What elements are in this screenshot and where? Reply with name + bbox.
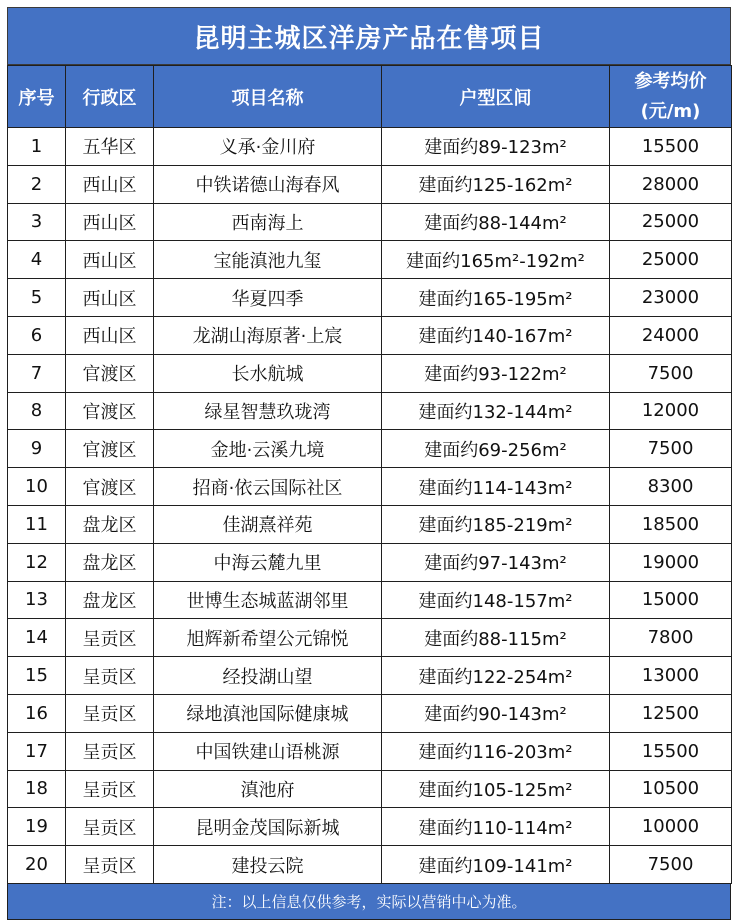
cell-project: 招商·依云国际社区	[154, 468, 382, 506]
table-row	[8, 505, 732, 543]
table-header-row	[8, 66, 732, 128]
price-table-sheet	[7, 7, 731, 919]
table-row	[8, 354, 732, 392]
cell-project: 西南海上	[154, 203, 382, 241]
table-row	[8, 808, 732, 846]
cell-unit-range: 建面约165m²-192m²	[382, 241, 610, 279]
cell-unit-range: 建面约110-114m²	[382, 808, 610, 846]
cell-district: 呈贡区	[66, 846, 154, 884]
table-row	[8, 392, 732, 430]
cell-project: 经投湖山望	[154, 657, 382, 695]
cell-project: 滇池府	[154, 770, 382, 808]
cell-no: 14	[8, 619, 66, 657]
cell-price: 7500	[610, 846, 732, 884]
table-row	[8, 165, 732, 203]
header-district: 行政区	[66, 66, 154, 128]
header-price	[610, 66, 732, 128]
table-row	[8, 619, 732, 657]
cell-district: 西山区	[66, 279, 154, 317]
cell-district: 呈贡区	[66, 619, 154, 657]
cell-unit-range: 建面约148-157m²	[382, 581, 610, 619]
cell-district: 官渡区	[66, 354, 154, 392]
cell-district: 呈贡区	[66, 657, 154, 695]
table-title: 昆明主城区洋房产品在售项目	[7, 7, 731, 65]
cell-project: 义承·金川府	[154, 128, 382, 166]
cell-district: 盘龙区	[66, 581, 154, 619]
footer-note: 注：以上信息仅供参考，实际以营销中心为准。	[7, 884, 731, 920]
cell-unit-range: 建面约114-143m²	[382, 468, 610, 506]
table-row	[8, 241, 732, 279]
cell-no: 1	[8, 128, 66, 166]
cell-price: 7800	[610, 619, 732, 657]
cell-unit-range: 建面约105-125m²	[382, 770, 610, 808]
cell-price: 15000	[610, 581, 732, 619]
cell-no: 19	[8, 808, 66, 846]
cell-no: 17	[8, 732, 66, 770]
table-row	[8, 657, 732, 695]
table-row	[8, 468, 732, 506]
project-table	[7, 65, 732, 884]
cell-price: 24000	[610, 316, 732, 354]
cell-price: 8300	[610, 468, 732, 506]
cell-no: 20	[8, 846, 66, 884]
cell-unit-range: 建面约140-167m²	[382, 316, 610, 354]
cell-no: 9	[8, 430, 66, 468]
table-body	[8, 128, 732, 884]
cell-price: 23000	[610, 279, 732, 317]
cell-no: 13	[8, 581, 66, 619]
table-row	[8, 316, 732, 354]
cell-no: 12	[8, 543, 66, 581]
cell-unit-range: 建面约109-141m²	[382, 846, 610, 884]
cell-price: 13000	[610, 657, 732, 695]
cell-unit-range: 建面约88-144m²	[382, 203, 610, 241]
table-row	[8, 846, 732, 884]
cell-unit-range: 建面约90-143m²	[382, 694, 610, 732]
cell-price: 10000	[610, 808, 732, 846]
cell-unit-range: 建面约122-254m²	[382, 657, 610, 695]
cell-district: 呈贡区	[66, 694, 154, 732]
cell-district: 呈贡区	[66, 732, 154, 770]
cell-district: 盘龙区	[66, 505, 154, 543]
cell-price: 15500	[610, 732, 732, 770]
cell-unit-range: 建面约116-203m²	[382, 732, 610, 770]
header-project: 项目名称	[154, 66, 382, 128]
cell-project: 金地·云溪九境	[154, 430, 382, 468]
cell-no: 10	[8, 468, 66, 506]
cell-price: 15500	[610, 128, 732, 166]
cell-no: 16	[8, 694, 66, 732]
cell-project: 长水航城	[154, 354, 382, 392]
cell-project: 建投云院	[154, 846, 382, 884]
table-row	[8, 770, 732, 808]
cell-project: 中国铁建山语桃源	[154, 732, 382, 770]
cell-no: 3	[8, 203, 66, 241]
header-unit-range: 户型区间	[382, 66, 610, 128]
cell-unit-range: 建面约89-123m²	[382, 128, 610, 166]
cell-price: 28000	[610, 165, 732, 203]
cell-no: 7	[8, 354, 66, 392]
header-price-line2: (元/m)	[640, 100, 701, 122]
cell-price: 12500	[610, 694, 732, 732]
table-row	[8, 128, 732, 166]
cell-district: 官渡区	[66, 430, 154, 468]
header-no: 序号	[8, 66, 66, 128]
cell-project: 佳湖熹祥苑	[154, 505, 382, 543]
cell-price: 18500	[610, 505, 732, 543]
cell-price: 25000	[610, 241, 732, 279]
cell-project: 绿地滇池国际健康城	[154, 694, 382, 732]
cell-no: 8	[8, 392, 66, 430]
cell-unit-range: 建面约97-143m²	[382, 543, 610, 581]
cell-district: 官渡区	[66, 468, 154, 506]
cell-unit-range: 建面约165-195m²	[382, 279, 610, 317]
cell-price: 7500	[610, 354, 732, 392]
cell-price: 10500	[610, 770, 732, 808]
cell-district: 呈贡区	[66, 808, 154, 846]
cell-project: 中海云麓九里	[154, 543, 382, 581]
cell-no: 5	[8, 279, 66, 317]
cell-district: 盘龙区	[66, 543, 154, 581]
table-row	[8, 430, 732, 468]
cell-unit-range: 建面约93-122m²	[382, 354, 610, 392]
cell-project: 绿星智慧玖珑湾	[154, 392, 382, 430]
cell-no: 18	[8, 770, 66, 808]
header-price-line1: 参考均价	[634, 70, 707, 92]
cell-project: 中铁诺德山海春风	[154, 165, 382, 203]
cell-no: 4	[8, 241, 66, 279]
cell-project: 龙湖山海原著·上宸	[154, 316, 382, 354]
cell-unit-range: 建面约69-256m²	[382, 430, 610, 468]
table-row	[8, 581, 732, 619]
cell-price: 19000	[610, 543, 732, 581]
table-row	[8, 732, 732, 770]
cell-project: 旭辉新希望公元锦悦	[154, 619, 382, 657]
cell-project: 世博生态城蓝湖邻里	[154, 581, 382, 619]
cell-unit-range: 建面约88-115m²	[382, 619, 610, 657]
cell-district: 西山区	[66, 241, 154, 279]
cell-price: 25000	[610, 203, 732, 241]
cell-unit-range: 建面约125-162m²	[382, 165, 610, 203]
cell-unit-range: 建面约132-144m²	[382, 392, 610, 430]
cell-no: 6	[8, 316, 66, 354]
cell-no: 15	[8, 657, 66, 695]
cell-district: 西山区	[66, 316, 154, 354]
cell-district: 五华区	[66, 128, 154, 166]
table-row	[8, 543, 732, 581]
cell-price: 12000	[610, 392, 732, 430]
table-row	[8, 203, 732, 241]
cell-no: 2	[8, 165, 66, 203]
cell-district: 呈贡区	[66, 770, 154, 808]
table-row	[8, 279, 732, 317]
cell-district: 西山区	[66, 203, 154, 241]
cell-no: 11	[8, 505, 66, 543]
cell-project: 昆明金茂国际新城	[154, 808, 382, 846]
cell-unit-range: 建面约185-219m²	[382, 505, 610, 543]
cell-price: 7500	[610, 430, 732, 468]
cell-district: 官渡区	[66, 392, 154, 430]
table-row	[8, 694, 732, 732]
cell-project: 宝能滇池九玺	[154, 241, 382, 279]
cell-district: 西山区	[66, 165, 154, 203]
cell-project: 华夏四季	[154, 279, 382, 317]
